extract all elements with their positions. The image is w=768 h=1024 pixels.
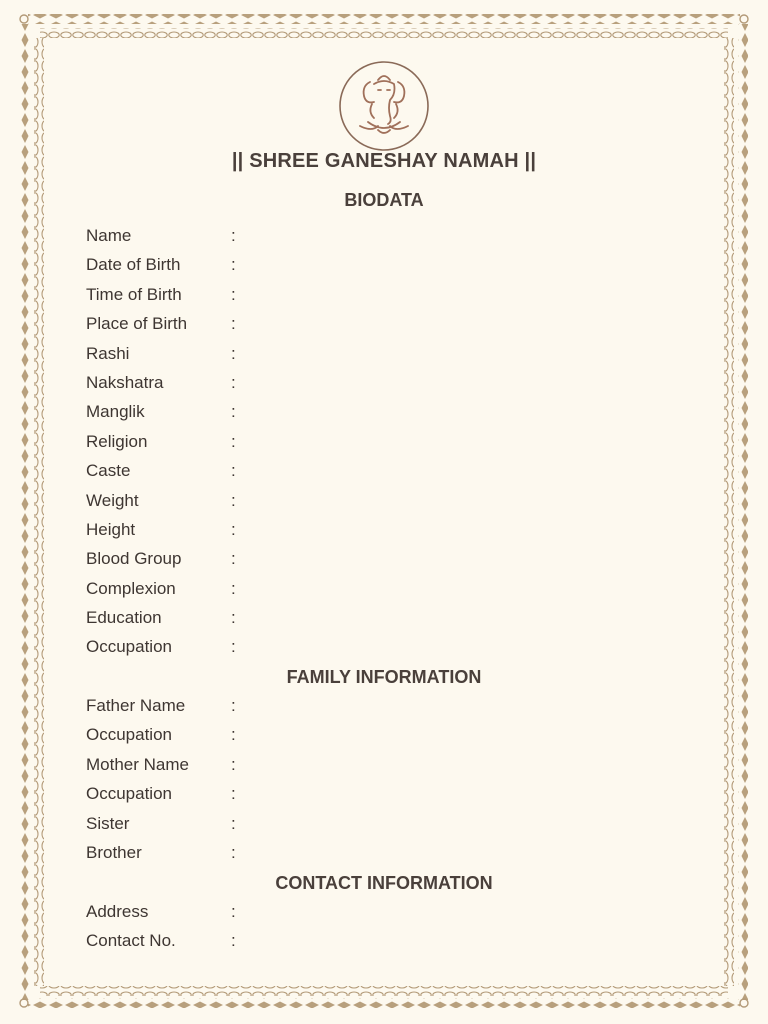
field-colon: : [231,284,236,304]
field-row [86,430,686,459]
field-label: Mother Name [86,754,189,774]
field-label: Date of Birth [86,255,181,275]
field-row [86,635,686,664]
field-row [86,342,686,371]
field-row [86,547,686,576]
field-colon: : [231,314,236,334]
field-colon: : [231,402,236,422]
field-row [86,841,686,870]
field-row [86,400,686,429]
field-label: Contact No. [86,931,176,951]
field-colon: : [231,784,236,804]
field-colon: : [231,931,236,951]
field-row [86,753,686,782]
field-label: Brother [86,842,142,862]
field-row [86,782,686,811]
contact-details-list [86,900,686,959]
field-label: Blood Group [86,549,182,569]
field-label: Complexion [86,578,176,598]
field-label: Education [86,608,162,628]
field-colon: : [231,637,236,657]
ganesha-emblem-icon [338,60,430,152]
family-information-title: FAMILY INFORMATION [286,667,482,687]
contact-information-title: CONTACT INFORMATION [275,873,493,893]
field-row [86,224,686,253]
field-row [86,459,686,488]
field-colon: : [231,608,236,628]
field-label: Address [86,902,149,921]
field-colon: : [231,343,236,363]
field-row [86,812,686,841]
mantra-heading: || SHREE GANESHAY NAMAH || [231,150,537,172]
field-label: Father Name [86,696,186,715]
field-label: Manglik [86,402,145,422]
field-colon: : [231,461,236,481]
field-row [86,577,686,606]
field-row [86,900,686,929]
family-details-list [86,694,686,870]
field-label: Religion [86,431,148,451]
field-colon: : [231,255,236,275]
field-label: Name [86,226,132,245]
field-row [86,312,686,341]
field-row [86,371,686,400]
field-label: Occupation [86,725,172,745]
field-row [86,283,686,312]
biodata-title: BIODATA [344,190,424,210]
field-label: Occupation [86,637,172,657]
field-colon: : [231,372,236,392]
field-row [86,253,686,282]
field-colon: : [231,754,236,774]
field-label: Height [86,519,136,539]
field-colon: : [231,842,236,862]
field-colon: : [231,696,236,715]
field-row [86,606,686,635]
field-colon: : [231,549,236,569]
field-row [86,929,686,958]
field-colon: : [231,431,236,451]
field-colon: : [231,725,236,745]
field-colon: : [231,519,236,539]
field-colon: : [231,578,236,598]
field-colon: : [231,902,236,921]
field-label: Weight [86,490,139,510]
field-row [86,489,686,518]
field-colon: : [231,813,236,833]
field-label: Occupation [86,784,172,804]
field-row [86,694,686,723]
personal-details-list [86,224,686,665]
field-colon: : [231,226,236,245]
field-row [86,518,686,547]
field-label: Nakshatra [86,372,164,392]
field-label: Caste [86,461,131,481]
field-label: Place of Birth [86,314,188,334]
field-label: Sister [86,813,130,833]
field-row [86,723,686,752]
field-label: Time of Birth [86,284,182,304]
field-label: Rashi [86,343,130,363]
field-colon: : [231,490,236,510]
